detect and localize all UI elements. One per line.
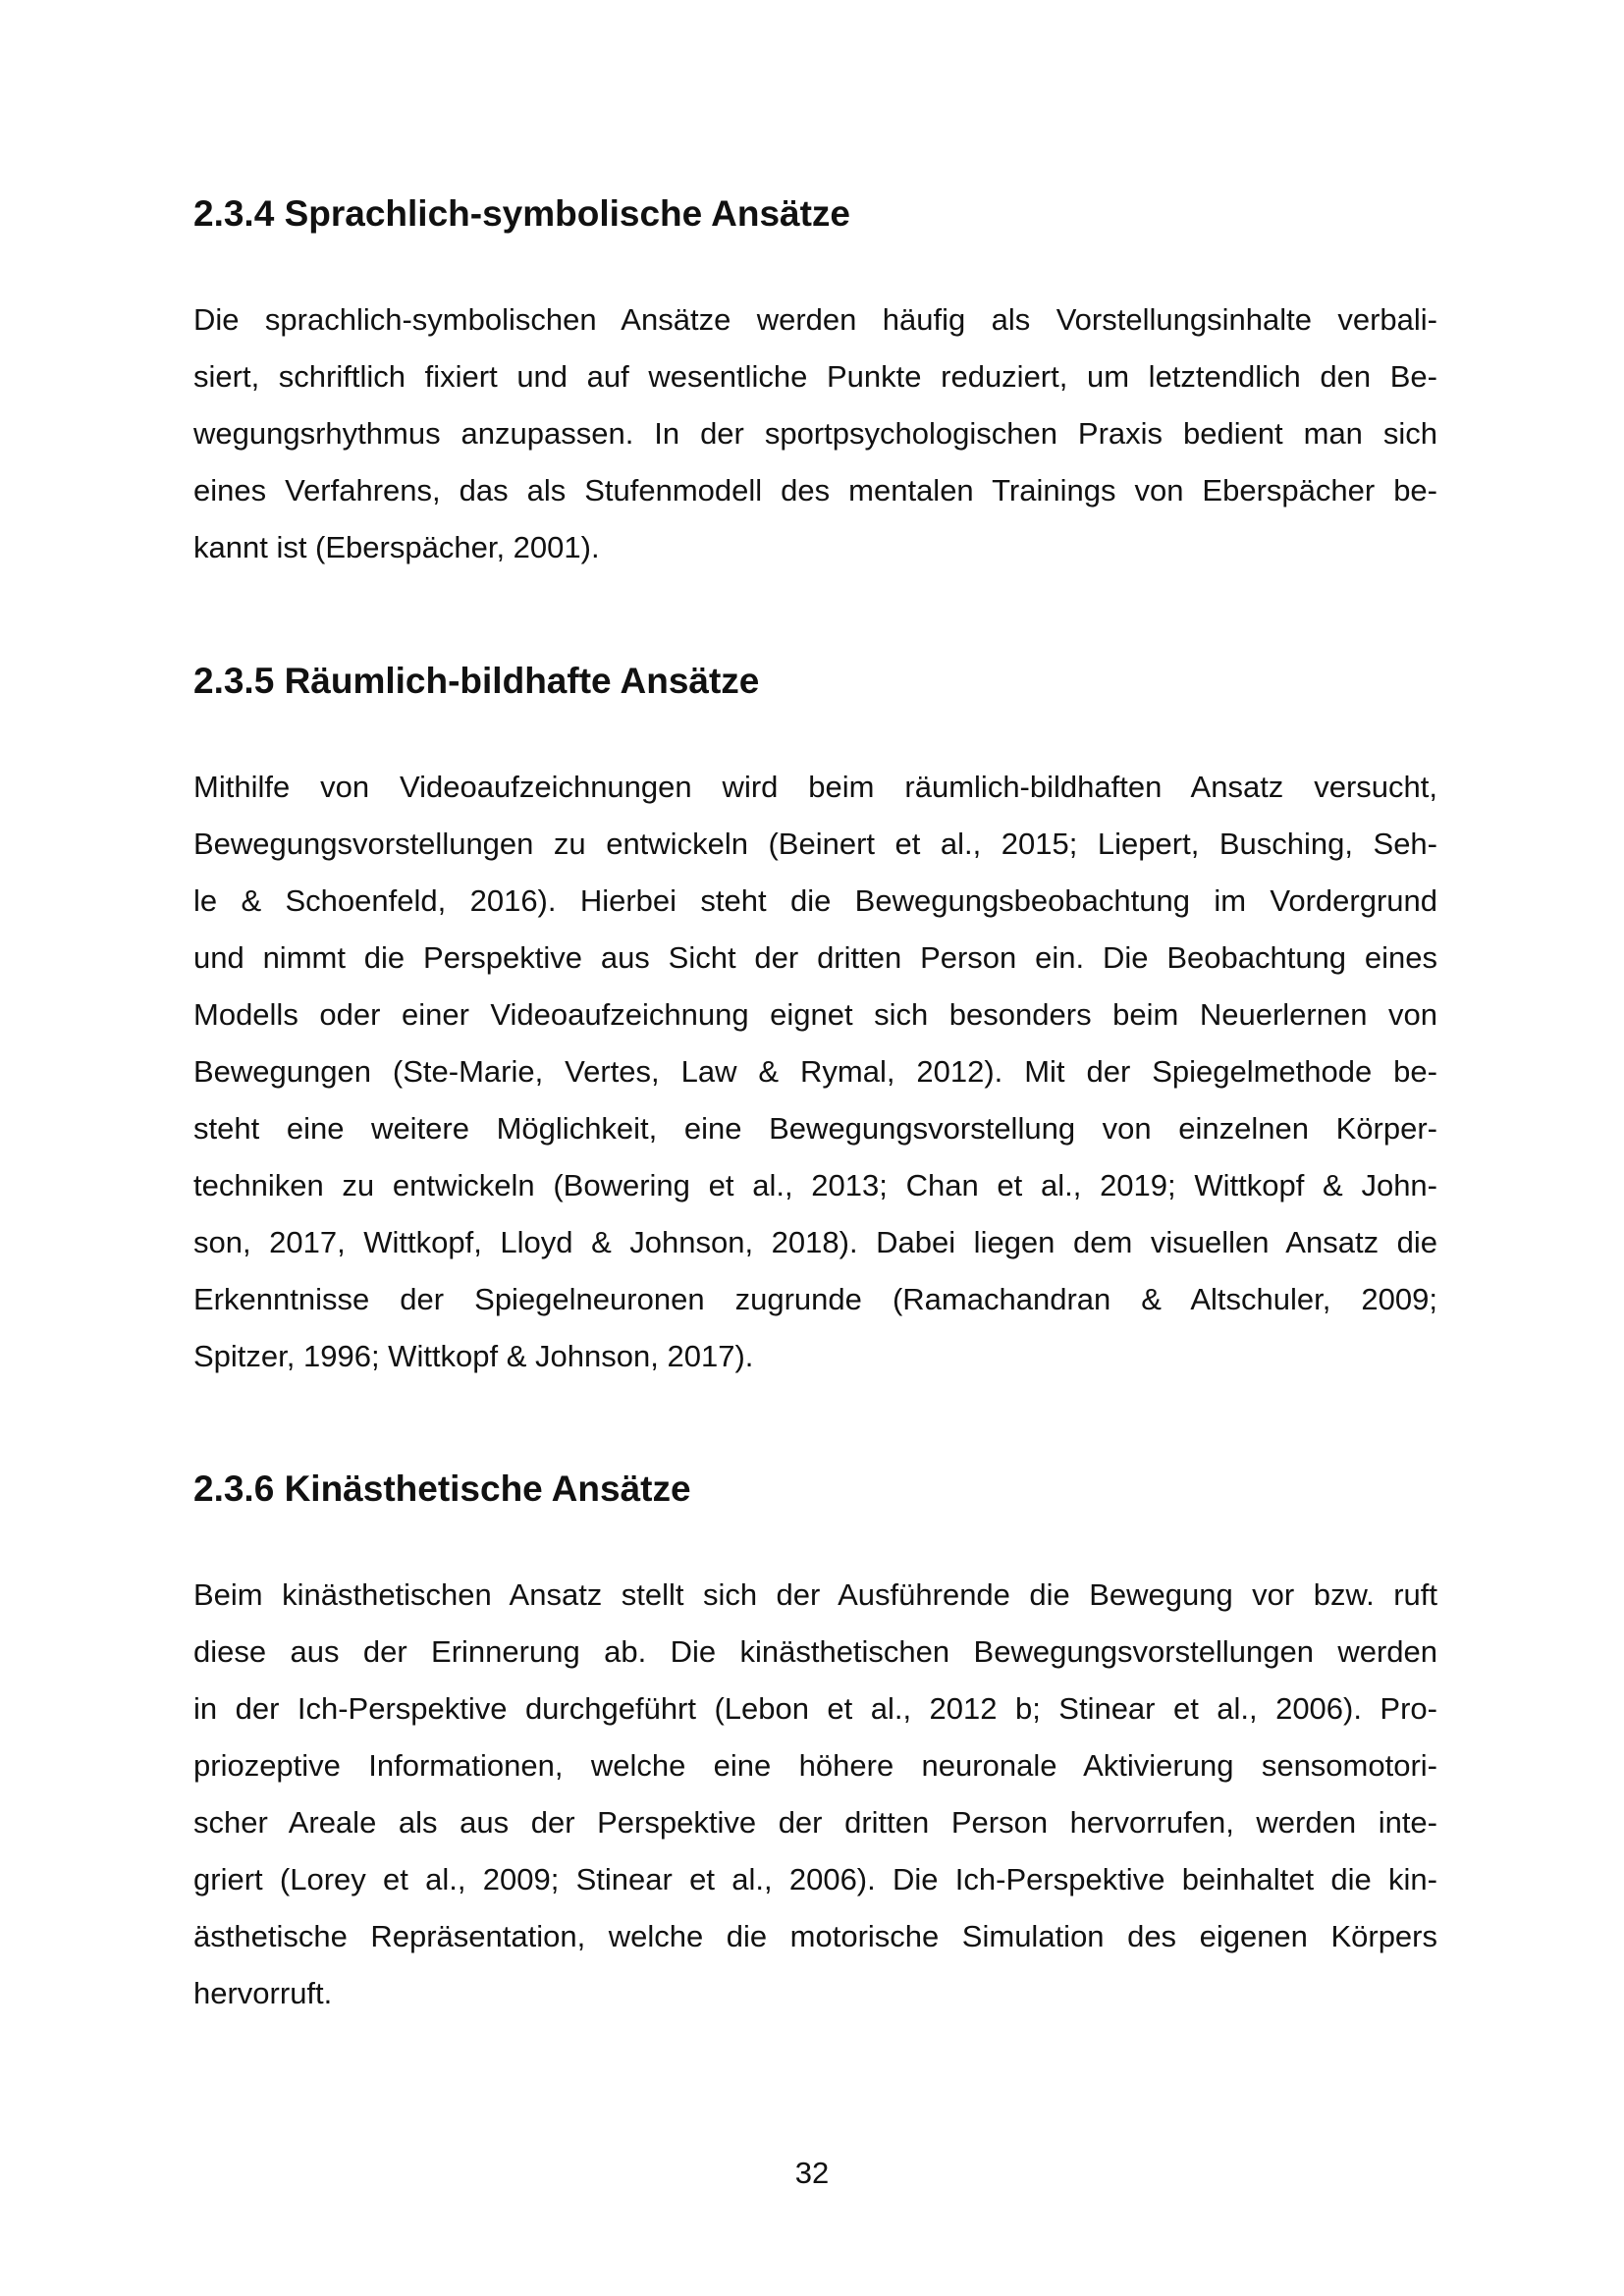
paragraph-line: Die sprachlich-symbolischen Ansätze werden häufig als Vorstellungsinhalte verbali- [193, 302, 1437, 337]
paragraph-line: kannt ist (Eberspächer, 2001). [193, 530, 600, 564]
paragraph-line: son, 2017, Wittkopf, Lloyd & Johnson, 2018). Dabei liegen dem visuellen Ansatz die [193, 1225, 1437, 1259]
paragraph-line: in der Ich-Perspektive durchgeführt (Lebon et al., 2012 b; Stinear et al., 2006). Pro- [193, 1691, 1437, 1726]
paragraph-line: Bewegungsvorstellungen zu entwickeln (Beinert et al., 2015; Liepert, Busching, Seh- [193, 827, 1437, 861]
paragraph-line: hervorruft. [193, 1976, 333, 2010]
section-heading-2-3-5: 2.3.5 Räumlich-bildhafte Ansätze [193, 661, 760, 701]
section-heading-2-3-4: 2.3.4 Sprachlich-symbolische Ansätze [193, 193, 850, 234]
paragraph-line: griert (Lorey et al., 2009; Stinear et al., 2006). Die Ich-Perspektive beinhaltet die kin- [193, 1862, 1437, 1896]
paragraph-line: Spitzer, 1996; Wittkopf & Johnson, 2017). [193, 1339, 754, 1373]
paragraph-line: steht eine weitere Möglichkeit, eine Bewegungsvorstellung von einzelnen Körper- [193, 1111, 1437, 1146]
paragraph-line: techniken zu entwickeln (Bowering et al., 2013; Chan et al., 2019; Wittkopf & John- [193, 1168, 1437, 1202]
paragraph-line: priozeptive Informationen, welche eine höhere neuronale Aktivierung sensomotori- [193, 1748, 1437, 1783]
section-heading-2-3-6: 2.3.6 Kinästhetische Ansätze [193, 1468, 691, 1509]
paragraph-line: diese aus der Erinnerung ab. Die kinästhetischen Bewegungsvorstellungen werden [193, 1634, 1437, 1669]
section-paragraph-2-3-4 [193, 292, 1437, 576]
paragraph-line: le & Schoenfeld, 2016). Hierbei steht die Bewegungsbeobachtung im Vordergrund [193, 883, 1437, 918]
section-paragraph-2-3-5 [193, 759, 1437, 1385]
page-number: 32 [794, 2156, 830, 2190]
paragraph-line: Beim kinästhetischen Ansatz stellt sich der Ausführende die Bewegung vor bzw. ruft [193, 1577, 1437, 1612]
paragraph-line: Mithilfe von Videoaufzeichnungen wird beim räumlich-bildhaften Ansatz versucht, [193, 770, 1437, 804]
paragraph-line: Bewegungen (Ste-Marie, Vertes, Law & Rymal, 2012). Mit der Spiegelmethode be- [193, 1054, 1437, 1089]
paragraph-line: scher Areale als aus der Perspektive der dritten Person hervorrufen, werden inte- [193, 1805, 1437, 1840]
paragraph-line: ästhetische Repräsentation, welche die motorische Simulation des eigenen Körpers [193, 1919, 1437, 1953]
paragraph-line: eines Verfahrens, das als Stufenmodell des mentalen Trainings von Eberspächer be- [193, 473, 1437, 507]
paragraph-line: Modells oder einer Videoaufzeichnung eignet sich besonders beim Neuerlernen von [193, 997, 1437, 1032]
paragraph-line: und nimmt die Perspektive aus Sicht der dritten Person ein. Die Beobachtung eines [193, 940, 1437, 975]
paragraph-line: siert, schriftlich fixiert und auf wesentliche Punkte reduziert, um letztendlich den Be- [193, 359, 1437, 394]
section-paragraph-2-3-6 [193, 1567, 1437, 2022]
paragraph-line: Erkenntnisse der Spiegelneuronen zugrunde (Ramachandran & Altschuler, 2009; [193, 1282, 1437, 1316]
paragraph-line: wegungsrhythmus anzupassen. In der sportpsychologischen Praxis bedient man sich [193, 416, 1437, 451]
